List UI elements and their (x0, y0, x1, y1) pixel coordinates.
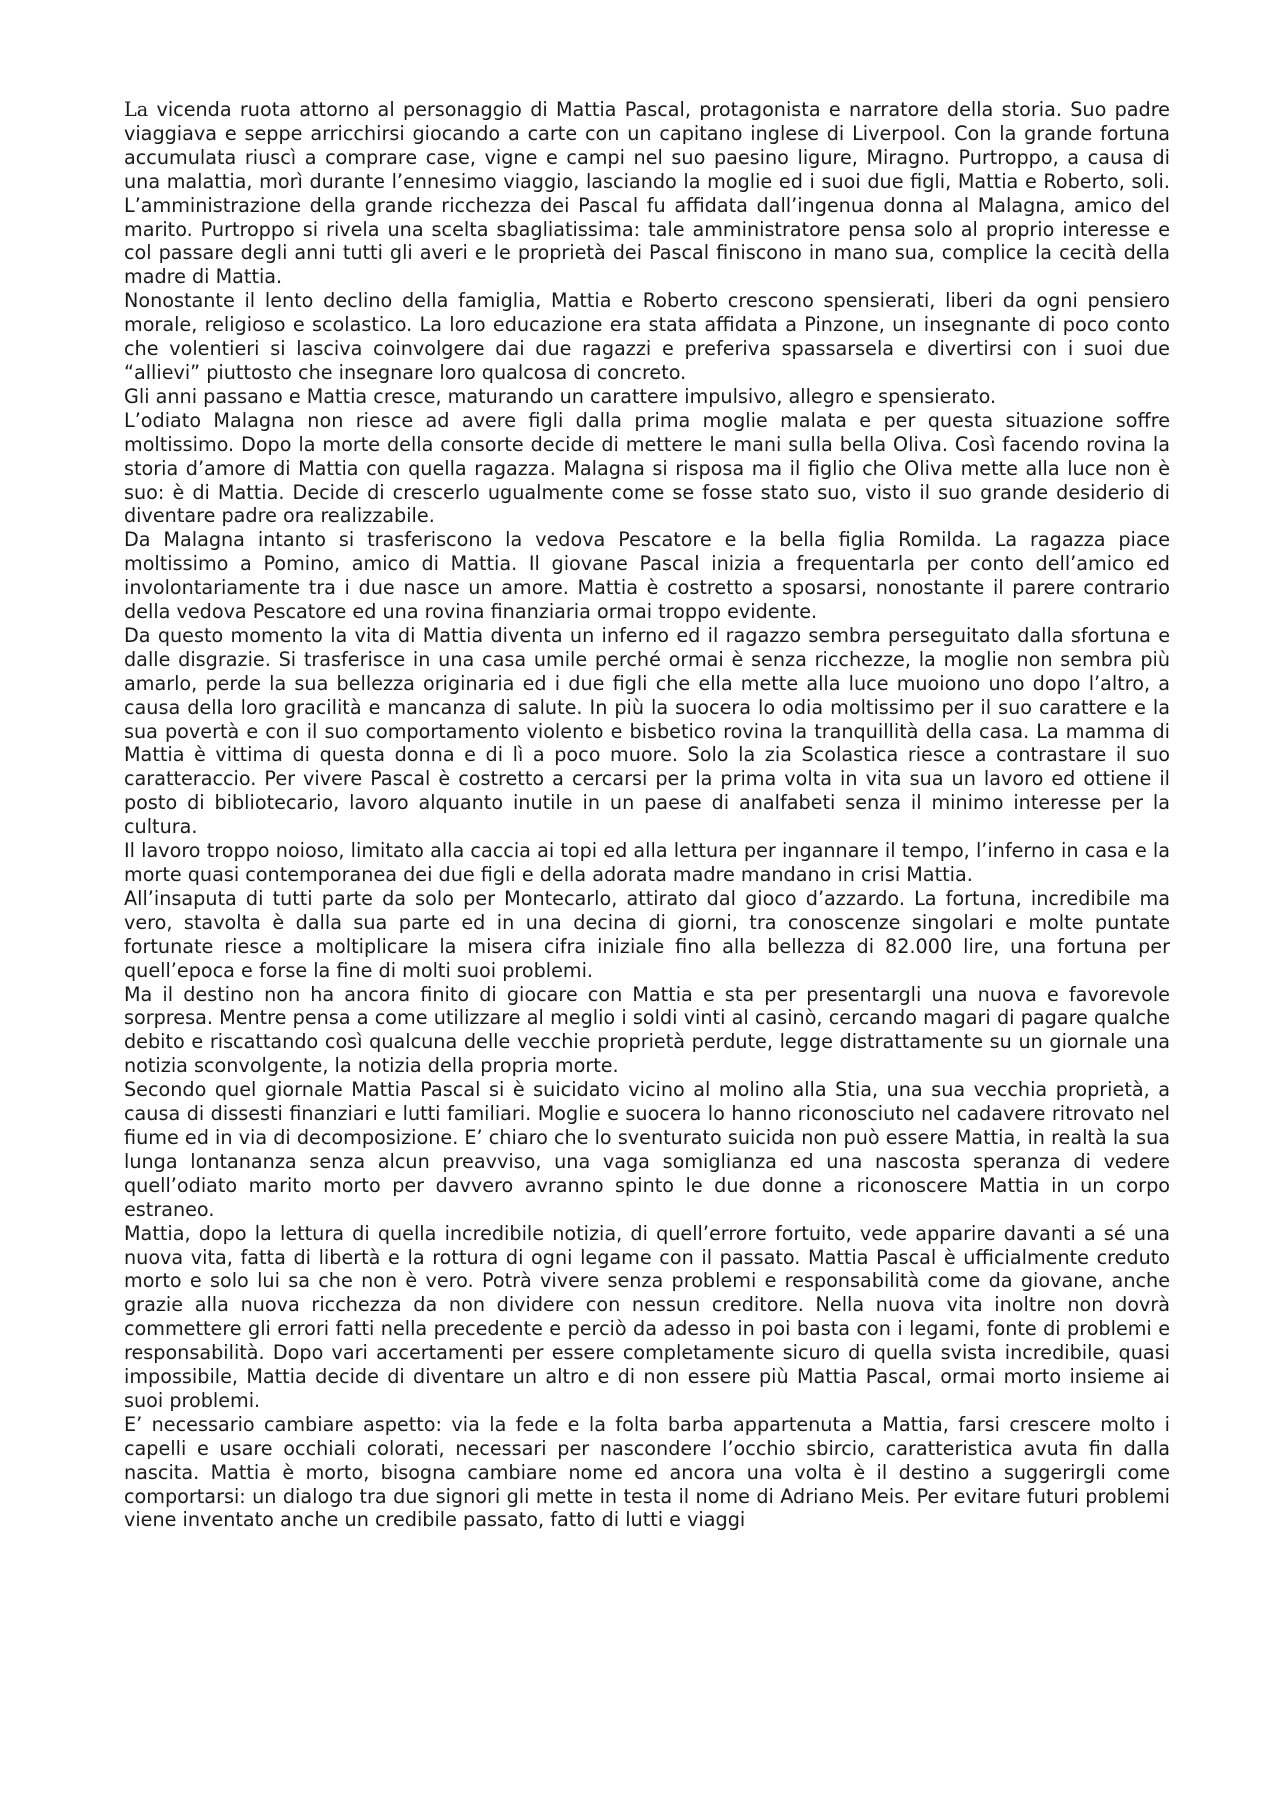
paragraph-1-text: vicenda ruota attorno al personaggio di Mattia Pascal, protagonista e narratore della storia. Suo padre viaggiava e seppe arricchirsi giocando a carte con un capitano inglese di Liverpool. Con la grande fortuna accumulata riuscì a comprare case, vigne e campi nel suo paesino ligure, Miragno. Purtroppo, a causa di una malattia, morì durante l’ennesimo viaggio, lasciando la moglie ed i suoi due figli, Mattia e Roberto, soli. L’amministrazione della grande ricchezza dei Pascal fu affidata dall’ingenua donna al Malagna, amico del marito. Purtroppo si rivela una scelta sbagliatissima: tale amministratore pensa solo al proprio interesse e col passare degli anni tutti gli averi e le proprietà dei Pascal finiscono in mano sua, complice la cecità della madre di Mattia. (124, 98, 1170, 289)
paragraph-10: Secondo quel giornale Mattia Pascal si è suicidato vicino al molino alla Stia, una sua vecchia proprietà, a causa di dissesti finanziari e lutti familiari. Moglie e suocera lo hanno riconosciuto nel cadavere ritrovato nel fiume ed in via di decomposizione. E’ chiaro che lo sventurato suicida non può essere Mattia, in realtà la sua lunga lontananza senza alcun preavviso, una vaga somiglianza ed una nascosta speranza di vedere quell’odiato marito morto per davvero avranno spinto le due donne a riconoscere Mattia in un corpo estraneo. (124, 1078, 1170, 1221)
paragraph-9: Ma il destino non ha ancora finito di giocare con Mattia e sta per presentargli una nuova e favorevole sorpresa. Mentre pensa a come utilizzare al meglio i soldi vinti al casinò, cercando magari di pagare qualche debito e riscattando così qualcuna delle vecchie proprietà perdute, legge distrattamente su un giornale una notizia sconvolgente, la notizia della propria morte. (124, 982, 1170, 1078)
paragraph-7: Il lavoro troppo noioso, limitato alla caccia ai topi ed alla lettura per ingannare il tempo, l’inferno in casa e la morte quasi contemporanea dei due figli e della adorata madre mandano in crisi Mattia. (124, 839, 1170, 886)
paragraph-1 (124, 98, 1170, 289)
paragraph-12: E’ necessario cambiare aspetto: via la fede e la folta barba appartenuta a Mattia, farsi crescere molto i capelli e usare occhiali colorati, necessari per nascondere l’occhio sbircio, caratteristica avuta fin dalla nascita. Mattia è morto, bisogna cambiare nome ed ancora una volta è il destino a suggerirgli come comportarsi: un dialogo tra due signori gli mette in testa il nome di Adriano Meis. Per evitare futuri problemi viene inventato anche un credibile passato, fatto di lutti e viaggi (124, 1412, 1170, 1532)
paragraph-3: Gli anni passano e Mattia cresce, maturando un carattere impulsivo, allegro e spensierato. (124, 384, 997, 408)
paragraph-4: L’odiato Malagna non riesce ad avere figli dalla prima moglie malata e per questa situazione soffre moltissimo. Dopo la morte della consorte decide di mettere le mani sulla bella Oliva. Così facendo rovina la storia d’amore di Mattia con quella ragazza. Malagna si risposa ma il figlio che Oliva mette alla luce non è suo: è di Mattia. Decide di crescerlo ugualmente come se fosse stato suo, visto il suo grande desiderio di diventare padre ora realizzabile. (124, 408, 1170, 528)
paragraph-2: Nonostante il lento declino della famiglia, Mattia e Roberto crescono spensierati, liberi da ogni pensiero morale, religioso e scolastico. La loro educazione era stata affidata a Pinzone, un insegnante di poco conto che volentieri si lasciva coinvolgere dai due ragazzi e preferiva spassarsela e divertirsi con i suoi due “allievi” piuttosto che insegnare loro qualcosa di concreto. (124, 289, 1170, 384)
lead-word: La (124, 98, 149, 121)
paragraph-5: Da Malagna intanto si trasferiscono la vedova Pescatore e la bella figlia Romilda. La ragazza piace moltissimo a Pomino, amico di Mattia. Il giovane Pascal inizia a frequentarla per conto dell’amico ed involontariamente tra i due nasce un amore. Mattia è costretto a sposarsi, nonostante il parere contrario della vedova Pescatore ed una rovina finanziaria ormai troppo evidente. (124, 528, 1170, 624)
paragraph-6: Da questo momento la vita di Mattia diventa un inferno ed il ragazzo sembra perseguitato dalla sfortuna e dalle disgrazie. Si trasferisce in una casa umile perché ormai è senza ricchezze, la moglie non sembra più amarlo, perde la sua bellezza originaria ed i due figli che ella mette alla luce muoiono uno dopo l’altro, a causa della loro gracilità e mancanza di salute. In più la suocera lo odia moltissimo per il suo carattere e la sua povertà e con il suo comportamento violento e bisbetico rovina la tranquillità della casa. La mamma di Mattia è vittima di questa donna e di lì a poco muore. Solo la zia Scolastica riesce a contrastare il suo caratteraccio. Per vivere Pascal è costretto a cercarsi per la prima volta in vita sua un lavoro ed ottiene il posto di bibliotecario, lavoro alquanto inutile in un paese di analfabeti senza il minimo interesse per la cultura. (124, 623, 1170, 839)
paragraph-8: All’insaputa di tutti parte da solo per Montecarlo, attirato dal gioco d’azzardo. La fortuna, incredibile ma vero, stavolta è dalla sua parte ed in una decina di giorni, tra conoscenze singolari e molte puntate fortunate riesce a moltiplicare la misera cifra iniziale fino alla bellezza di 82.000 lire, una fortuna per quell’epoca e forse la fine di molti suoi problemi. (124, 886, 1170, 982)
paragraph-11: Mattia, dopo la lettura di quella incredibile notizia, di quell’errore fortuito, vede apparire davanti a sé una nuova vita, fatta di libertà e la rottura di ogni legame con il passato. Mattia Pascal è ufficialmente creduto morto e solo lui sa che non è vero. Potrà vivere senza problemi e responsabilità come da giovane, anche grazie alla nuova ricchezza da non dividere con nessun creditore. Nella nuova vita inoltre non dovrà commettere gli errori fatti nella precedente e perciò da adesso in poi basta con i legami, fonte di problemi e responsabilità. Dopo vari accertamenti per essere completamente sicuro di quella svista incredibile, quasi impossibile, Mattia decide di diventare un altro e di non essere più Mattia Pascal, ormai morto insieme ai suoi problemi. (124, 1221, 1170, 1412)
document-page (124, 98, 1170, 1532)
